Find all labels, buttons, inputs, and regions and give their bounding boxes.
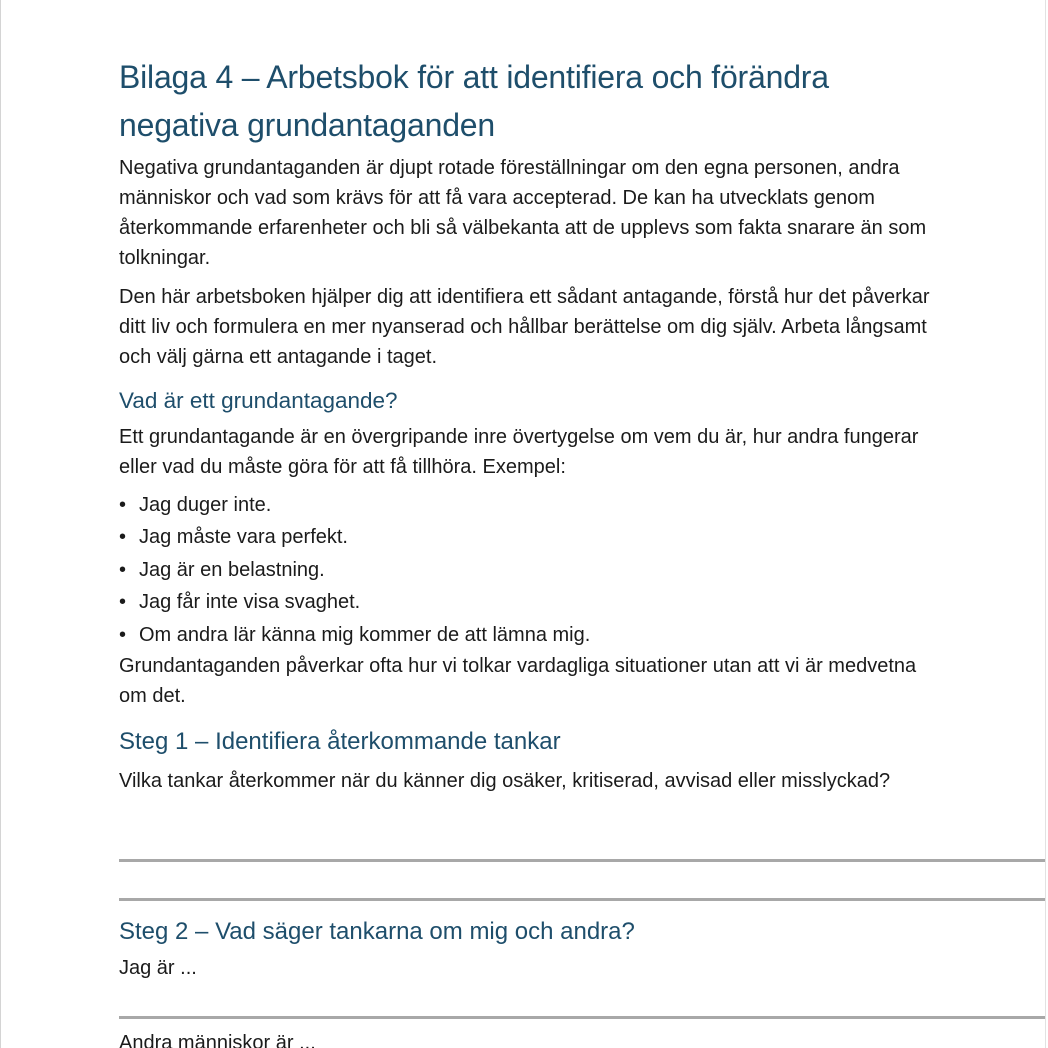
list-item [119, 586, 939, 618]
document-title: Bilaga 4 – Arbetsbok för att identifiera och förändra negativa grundantaganden [119, 59, 829, 143]
step2-answer-line-self[interactable] [119, 1016, 1046, 1019]
bullet-icon: • [119, 623, 127, 646]
step1-prompt: Vilka tankar återkommer när du känner dig osäker, kritiserad, avvisad eller misslyckad? [119, 770, 891, 792]
list-item [119, 521, 939, 553]
step2-prompt-self: Jag är ... [119, 957, 197, 979]
list-item-text: Jag duger inte. [139, 494, 272, 516]
intro-paragraph-1: Negativa grundantaganden är djupt rotade föreställningar om den egna personen, andra människor och vad som krävs för att få vara accepterad. De kan ha utvecklats genom återkommande erfarenheter och bli så välbekanta att de upplevs som fakta snarare än som tolkningar. [119, 157, 927, 269]
list-item-text: Jag är en belastning. [139, 558, 325, 581]
section-heading-what: Vad är ett grundantagande? [119, 388, 398, 413]
bullet-icon: • [119, 526, 127, 549]
bullet-icon: • [119, 591, 127, 614]
list-item-text: Jag får inte visa svaghet. [139, 591, 361, 614]
section-what-text: Ett grundantagande är en övergripande inre övertygelse om vem du är, hur andra fungerar eller vad du måste göra för att få tillhöra. Exempel: [119, 426, 919, 478]
step1-heading: Steg 1 – Identifiera återkommande tankar [119, 728, 561, 755]
list-item-text: Jag måste vara perfekt. [139, 526, 348, 549]
step1-answer-line-1[interactable] [119, 859, 1046, 862]
step1-answer-line-2[interactable] [119, 898, 1046, 901]
list-item [119, 489, 939, 521]
bullet-icon: • [119, 558, 127, 581]
step2-heading: Steg 2 – Vad säger tankarna om mig och andra? [119, 918, 635, 945]
list-item-text: Om andra lär känna mig kommer de att lämna mig. [139, 623, 591, 646]
example-list [119, 489, 939, 651]
list-item [119, 554, 939, 586]
bullet-icon: • [119, 494, 127, 516]
step2-prompt-others: Andra människor är ... [119, 1032, 316, 1048]
section-what-closing: Grundantaganden påverkar ofta hur vi tolkar vardagliga situationer utan att vi är medvetna om det. [119, 655, 917, 707]
intro-paragraph-2: Den här arbetsboken hjälper dig att identifiera ett sådant antagande, förstå hur det påverkar ditt liv och formulera en mer nyanserad och hållbar berättelse om dig själv. Arbeta långsamt och välj gärna ett antagande i taget. [119, 286, 930, 368]
list-item [119, 619, 939, 651]
